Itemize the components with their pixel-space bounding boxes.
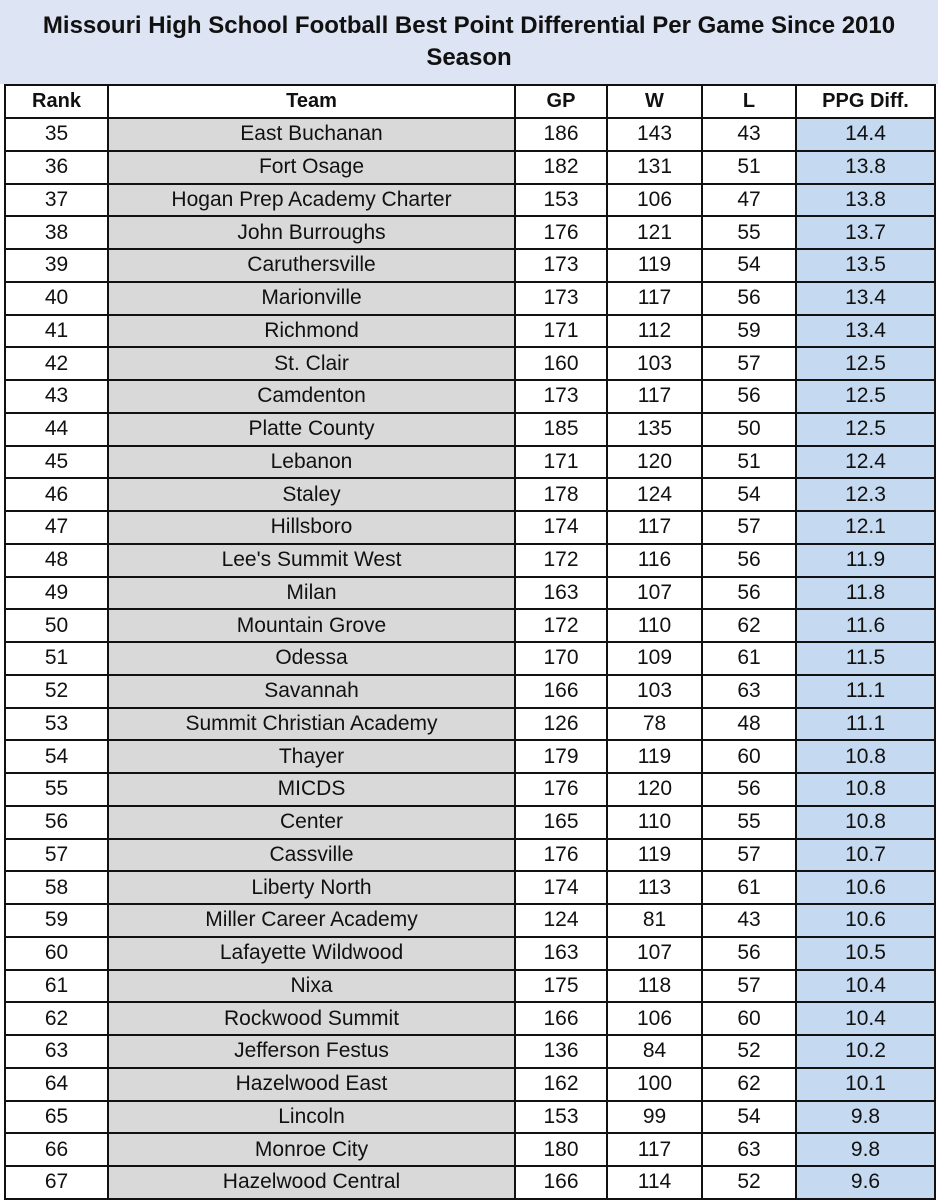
w-cell: 143 bbox=[607, 118, 702, 151]
l-cell: 54 bbox=[702, 249, 796, 282]
gp-cell: 163 bbox=[515, 937, 607, 970]
table-row bbox=[5, 184, 935, 217]
ppg-diff-cell: 11.1 bbox=[796, 675, 935, 708]
ppg-diff-cell: 11.8 bbox=[796, 577, 935, 610]
w-cell: 131 bbox=[607, 151, 702, 184]
ppg-diff-cell: 10.5 bbox=[796, 937, 935, 970]
rank-cell: 36 bbox=[5, 151, 108, 184]
rank-cell: 51 bbox=[5, 642, 108, 675]
table-row bbox=[5, 478, 935, 511]
w-cell: 124 bbox=[607, 478, 702, 511]
w-cell: 114 bbox=[607, 1166, 702, 1199]
table-row bbox=[5, 937, 935, 970]
table-row bbox=[5, 675, 935, 708]
team-cell: Nixa bbox=[108, 970, 515, 1003]
team-cell: Lee's Summit West bbox=[108, 544, 515, 577]
header-row bbox=[5, 85, 935, 118]
ppg-diff-cell: 13.4 bbox=[796, 282, 935, 315]
l-cell: 56 bbox=[702, 937, 796, 970]
team-cell: Rockwood Summit bbox=[108, 1002, 515, 1035]
ppg-diff-cell: 12.5 bbox=[796, 347, 935, 380]
table-row bbox=[5, 347, 935, 380]
table-row bbox=[5, 118, 935, 151]
team-cell: Hazelwood Central bbox=[108, 1166, 515, 1199]
table-row bbox=[5, 1068, 935, 1101]
w-cell: 106 bbox=[607, 184, 702, 217]
l-cell: 43 bbox=[702, 118, 796, 151]
table-row bbox=[5, 282, 935, 315]
team-cell: Platte County bbox=[108, 413, 515, 446]
rankings-table bbox=[4, 84, 936, 1200]
rank-cell: 35 bbox=[5, 118, 108, 151]
gp-cell: 171 bbox=[515, 446, 607, 479]
ppg-diff-cell: 11.1 bbox=[796, 708, 935, 741]
table-row bbox=[5, 839, 935, 872]
ppg-diff-cell: 9.6 bbox=[796, 1166, 935, 1199]
ppg-diff-cell: 12.1 bbox=[796, 511, 935, 544]
w-cell: 99 bbox=[607, 1101, 702, 1134]
w-cell: 103 bbox=[607, 675, 702, 708]
column-header-team: Team bbox=[108, 85, 515, 118]
rank-cell: 39 bbox=[5, 249, 108, 282]
team-cell: Hazelwood East bbox=[108, 1068, 515, 1101]
table-row bbox=[5, 544, 935, 577]
gp-cell: 176 bbox=[515, 216, 607, 249]
ppg-diff-cell: 10.8 bbox=[796, 773, 935, 806]
table-row bbox=[5, 1133, 935, 1166]
ppg-diff-cell: 11.6 bbox=[796, 609, 935, 642]
gp-cell: 171 bbox=[515, 315, 607, 348]
rank-cell: 58 bbox=[5, 871, 108, 904]
w-cell: 107 bbox=[607, 937, 702, 970]
rank-cell: 55 bbox=[5, 773, 108, 806]
team-cell: Hogan Prep Academy Charter bbox=[108, 184, 515, 217]
w-cell: 120 bbox=[607, 773, 702, 806]
team-cell: Richmond bbox=[108, 315, 515, 348]
w-cell: 120 bbox=[607, 446, 702, 479]
team-cell: Jefferson Festus bbox=[108, 1035, 515, 1068]
rank-cell: 45 bbox=[5, 446, 108, 479]
table-row bbox=[5, 740, 935, 773]
rank-cell: 52 bbox=[5, 675, 108, 708]
column-header-gp: GP bbox=[515, 85, 607, 118]
gp-cell: 175 bbox=[515, 970, 607, 1003]
gp-cell: 173 bbox=[515, 380, 607, 413]
ppg-diff-cell: 10.8 bbox=[796, 740, 935, 773]
table-row bbox=[5, 413, 935, 446]
l-cell: 60 bbox=[702, 1002, 796, 1035]
rank-cell: 50 bbox=[5, 609, 108, 642]
w-cell: 121 bbox=[607, 216, 702, 249]
ppg-diff-cell: 12.5 bbox=[796, 413, 935, 446]
ppg-diff-cell: 10.7 bbox=[796, 839, 935, 872]
table-row bbox=[5, 249, 935, 282]
ppg-diff-cell: 13.5 bbox=[796, 249, 935, 282]
l-cell: 48 bbox=[702, 708, 796, 741]
l-cell: 55 bbox=[702, 216, 796, 249]
ppg-diff-cell: 12.4 bbox=[796, 446, 935, 479]
w-cell: 117 bbox=[607, 511, 702, 544]
rank-cell: 64 bbox=[5, 1068, 108, 1101]
team-cell: Savannah bbox=[108, 675, 515, 708]
w-cell: 84 bbox=[607, 1035, 702, 1068]
team-cell: St. Clair bbox=[108, 347, 515, 380]
ppg-diff-cell: 10.2 bbox=[796, 1035, 935, 1068]
l-cell: 50 bbox=[702, 413, 796, 446]
gp-cell: 172 bbox=[515, 609, 607, 642]
w-cell: 119 bbox=[607, 249, 702, 282]
ppg-diff-cell: 14.4 bbox=[796, 118, 935, 151]
gp-cell: 174 bbox=[515, 511, 607, 544]
table-row bbox=[5, 511, 935, 544]
rank-cell: 43 bbox=[5, 380, 108, 413]
ppg-diff-cell: 10.4 bbox=[796, 970, 935, 1003]
table-row bbox=[5, 577, 935, 610]
gp-cell: 126 bbox=[515, 708, 607, 741]
w-cell: 81 bbox=[607, 904, 702, 937]
w-cell: 119 bbox=[607, 740, 702, 773]
team-cell: MICDS bbox=[108, 773, 515, 806]
w-cell: 119 bbox=[607, 839, 702, 872]
table-row bbox=[5, 216, 935, 249]
ppg-diff-cell: 12.5 bbox=[796, 380, 935, 413]
gp-cell: 165 bbox=[515, 806, 607, 839]
l-cell: 52 bbox=[702, 1035, 796, 1068]
table-row bbox=[5, 642, 935, 675]
ppg-diff-cell: 10.8 bbox=[796, 806, 935, 839]
gp-cell: 153 bbox=[515, 1101, 607, 1134]
gp-cell: 163 bbox=[515, 577, 607, 610]
w-cell: 110 bbox=[607, 609, 702, 642]
l-cell: 43 bbox=[702, 904, 796, 937]
gp-cell: 153 bbox=[515, 184, 607, 217]
w-cell: 117 bbox=[607, 282, 702, 315]
table-row bbox=[5, 380, 935, 413]
ppg-diff-cell: 9.8 bbox=[796, 1133, 935, 1166]
ppg-diff-cell: 13.8 bbox=[796, 184, 935, 217]
l-cell: 61 bbox=[702, 642, 796, 675]
w-cell: 107 bbox=[607, 577, 702, 610]
team-cell: Lafayette Wildwood bbox=[108, 937, 515, 970]
gp-cell: 182 bbox=[515, 151, 607, 184]
rank-cell: 61 bbox=[5, 970, 108, 1003]
rank-cell: 67 bbox=[5, 1166, 108, 1199]
w-cell: 106 bbox=[607, 1002, 702, 1035]
gp-cell: 172 bbox=[515, 544, 607, 577]
rank-cell: 49 bbox=[5, 577, 108, 610]
rank-cell: 44 bbox=[5, 413, 108, 446]
team-cell: Staley bbox=[108, 478, 515, 511]
team-cell: Lincoln bbox=[108, 1101, 515, 1134]
l-cell: 56 bbox=[702, 380, 796, 413]
gp-cell: 170 bbox=[515, 642, 607, 675]
ppg-diff-cell: 10.4 bbox=[796, 1002, 935, 1035]
l-cell: 63 bbox=[702, 1133, 796, 1166]
table-row bbox=[5, 1035, 935, 1068]
gp-cell: 173 bbox=[515, 249, 607, 282]
rank-cell: 48 bbox=[5, 544, 108, 577]
l-cell: 51 bbox=[702, 151, 796, 184]
table-row bbox=[5, 1101, 935, 1134]
gp-cell: 160 bbox=[515, 347, 607, 380]
table-title: Missouri High School Football Best Point Differential Per Game Since 2010 Season bbox=[0, 0, 938, 84]
w-cell: 112 bbox=[607, 315, 702, 348]
l-cell: 54 bbox=[702, 1101, 796, 1134]
gp-cell: 176 bbox=[515, 773, 607, 806]
l-cell: 63 bbox=[702, 675, 796, 708]
ppg-diff-cell: 9.8 bbox=[796, 1101, 935, 1134]
l-cell: 62 bbox=[702, 1068, 796, 1101]
table-row bbox=[5, 773, 935, 806]
l-cell: 59 bbox=[702, 315, 796, 348]
table-row bbox=[5, 446, 935, 479]
gp-cell: 162 bbox=[515, 1068, 607, 1101]
team-cell: Monroe City bbox=[108, 1133, 515, 1166]
gp-cell: 186 bbox=[515, 118, 607, 151]
rank-cell: 40 bbox=[5, 282, 108, 315]
gp-cell: 178 bbox=[515, 478, 607, 511]
w-cell: 100 bbox=[607, 1068, 702, 1101]
l-cell: 57 bbox=[702, 839, 796, 872]
rank-cell: 47 bbox=[5, 511, 108, 544]
l-cell: 47 bbox=[702, 184, 796, 217]
w-cell: 110 bbox=[607, 806, 702, 839]
rank-cell: 66 bbox=[5, 1133, 108, 1166]
team-cell: Odessa bbox=[108, 642, 515, 675]
l-cell: 51 bbox=[702, 446, 796, 479]
rank-cell: 56 bbox=[5, 806, 108, 839]
l-cell: 55 bbox=[702, 806, 796, 839]
w-cell: 116 bbox=[607, 544, 702, 577]
gp-cell: 124 bbox=[515, 904, 607, 937]
ppg-diff-cell: 12.3 bbox=[796, 478, 935, 511]
team-cell: Fort Osage bbox=[108, 151, 515, 184]
rank-cell: 65 bbox=[5, 1101, 108, 1134]
team-cell: Hillsboro bbox=[108, 511, 515, 544]
team-cell: Liberty North bbox=[108, 871, 515, 904]
team-cell: Camdenton bbox=[108, 380, 515, 413]
rank-cell: 42 bbox=[5, 347, 108, 380]
w-cell: 78 bbox=[607, 708, 702, 741]
table-row bbox=[5, 871, 935, 904]
table-row bbox=[5, 708, 935, 741]
w-cell: 109 bbox=[607, 642, 702, 675]
table-row bbox=[5, 806, 935, 839]
table-row bbox=[5, 1002, 935, 1035]
l-cell: 61 bbox=[702, 871, 796, 904]
table-body bbox=[5, 118, 935, 1199]
team-cell: Miller Career Academy bbox=[108, 904, 515, 937]
rank-cell: 37 bbox=[5, 184, 108, 217]
w-cell: 113 bbox=[607, 871, 702, 904]
table-row bbox=[5, 151, 935, 184]
team-cell: John Burroughs bbox=[108, 216, 515, 249]
team-cell: Caruthersville bbox=[108, 249, 515, 282]
ppg-diff-cell: 13.8 bbox=[796, 151, 935, 184]
table-row bbox=[5, 315, 935, 348]
rank-cell: 46 bbox=[5, 478, 108, 511]
team-cell: Center bbox=[108, 806, 515, 839]
gp-cell: 166 bbox=[515, 1166, 607, 1199]
column-header-rank: Rank bbox=[5, 85, 108, 118]
ppg-diff-cell: 10.6 bbox=[796, 871, 935, 904]
l-cell: 56 bbox=[702, 282, 796, 315]
ppg-diff-cell: 10.1 bbox=[796, 1068, 935, 1101]
rank-cell: 41 bbox=[5, 315, 108, 348]
gp-cell: 180 bbox=[515, 1133, 607, 1166]
l-cell: 56 bbox=[702, 773, 796, 806]
l-cell: 57 bbox=[702, 511, 796, 544]
l-cell: 52 bbox=[702, 1166, 796, 1199]
table-row bbox=[5, 609, 935, 642]
l-cell: 56 bbox=[702, 577, 796, 610]
rank-cell: 53 bbox=[5, 708, 108, 741]
ppg-diff-cell: 13.4 bbox=[796, 315, 935, 348]
l-cell: 62 bbox=[702, 609, 796, 642]
gp-cell: 179 bbox=[515, 740, 607, 773]
ppg-diff-cell: 10.6 bbox=[796, 904, 935, 937]
w-cell: 117 bbox=[607, 1133, 702, 1166]
rank-cell: 60 bbox=[5, 937, 108, 970]
ppg-diff-cell: 13.7 bbox=[796, 216, 935, 249]
column-header-ppg-diff: PPG Diff. bbox=[796, 85, 935, 118]
gp-cell: 136 bbox=[515, 1035, 607, 1068]
rank-cell: 63 bbox=[5, 1035, 108, 1068]
l-cell: 57 bbox=[702, 970, 796, 1003]
gp-cell: 174 bbox=[515, 871, 607, 904]
column-header-l: L bbox=[702, 85, 796, 118]
w-cell: 117 bbox=[607, 380, 702, 413]
gp-cell: 176 bbox=[515, 839, 607, 872]
l-cell: 56 bbox=[702, 544, 796, 577]
team-cell: Cassville bbox=[108, 839, 515, 872]
table-header bbox=[5, 85, 935, 118]
team-cell: Summit Christian Academy bbox=[108, 708, 515, 741]
w-cell: 118 bbox=[607, 970, 702, 1003]
l-cell: 60 bbox=[702, 740, 796, 773]
w-cell: 135 bbox=[607, 413, 702, 446]
rank-cell: 59 bbox=[5, 904, 108, 937]
table-row bbox=[5, 1166, 935, 1199]
gp-cell: 173 bbox=[515, 282, 607, 315]
l-cell: 54 bbox=[702, 478, 796, 511]
rank-cell: 54 bbox=[5, 740, 108, 773]
w-cell: 103 bbox=[607, 347, 702, 380]
gp-cell: 185 bbox=[515, 413, 607, 446]
table-row bbox=[5, 970, 935, 1003]
l-cell: 57 bbox=[702, 347, 796, 380]
gp-cell: 166 bbox=[515, 1002, 607, 1035]
team-cell: Marionville bbox=[108, 282, 515, 315]
team-cell: Milan bbox=[108, 577, 515, 610]
rank-cell: 38 bbox=[5, 216, 108, 249]
team-cell: East Buchanan bbox=[108, 118, 515, 151]
team-cell: Mountain Grove bbox=[108, 609, 515, 642]
rank-cell: 57 bbox=[5, 839, 108, 872]
gp-cell: 166 bbox=[515, 675, 607, 708]
team-cell: Thayer bbox=[108, 740, 515, 773]
table-row bbox=[5, 904, 935, 937]
rank-cell: 62 bbox=[5, 1002, 108, 1035]
team-cell: Lebanon bbox=[108, 446, 515, 479]
ppg-diff-cell: 11.5 bbox=[796, 642, 935, 675]
column-header-w: W bbox=[607, 85, 702, 118]
ppg-diff-cell: 11.9 bbox=[796, 544, 935, 577]
